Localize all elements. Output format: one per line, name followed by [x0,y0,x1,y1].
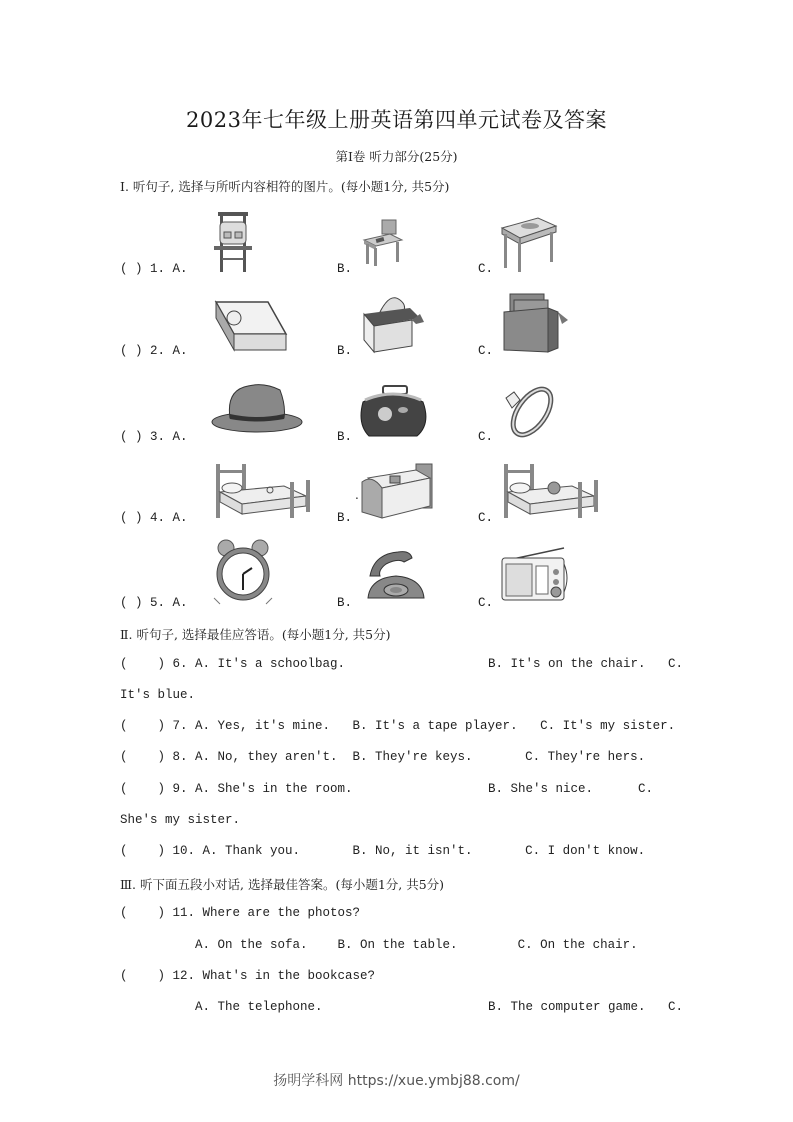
question-2-label: ( ) 2. A. [120,344,188,358]
option-b-label: B. [337,344,353,358]
question-6-option-c: It's blue. [120,688,196,702]
option-b-label: B. [337,511,353,525]
question-8-line: ( ) 8. A. No, they aren't. B. They're keys. C. They're hers. [120,750,646,764]
question-12-options: A. The telephone. [120,1000,323,1014]
question-9-line-right: B. She's nice. C. [488,782,654,796]
telephone-image [362,548,426,600]
question-11-line: ( ) 11. Where are the photos? [120,906,361,920]
purse-image [357,384,429,440]
question-12-line: ( ) 12. What's in the bookcase? [120,969,376,983]
radio-image [500,544,572,604]
question-6-line-right: B. It's on the chair. C. [488,657,684,671]
item-on-table-image [500,212,558,274]
schoolbag-on-chair-image [212,210,254,274]
ring-image [502,380,560,442]
question-4-label: ( ) 4. A. [120,511,188,525]
books-in-box-image [502,292,570,354]
footer-watermark: 扬明学科网 https://xue.ymbj88.com/ [273,1073,520,1089]
question-10-line: ( ) 10. A. Thank you. B. No, it isn't. C. I don't know. [120,844,646,858]
question-7-line: ( ) 7. A. Yes, it's mine. B. It's a tape player. C. It's my sister. [120,719,676,733]
section-3-heading: Ⅲ. 听下面五段小对话, 选择最佳答案。(每小题1分, 共5分) [120,877,445,892]
option-c-label: C. [478,511,494,525]
option-b-label: B. [337,430,353,444]
option-b-label: B. [337,596,353,610]
question-5-label: ( ) 5. A. [120,596,188,610]
phone-on-desk-image [360,218,406,268]
question-1-label: ( ) 1. A. [120,262,188,276]
ball-in-tray-image [214,300,288,352]
book-on-bed-image [360,462,434,520]
option-c-label: C. [478,430,494,444]
hat-image [210,382,304,434]
key-on-bed-image [214,462,312,520]
dot-mark: . [355,488,359,502]
page-title: 2023年七年级上册英语第四单元试卷及答案 [186,108,607,132]
section-2-heading: Ⅱ. 听句子, 选择最佳应答语。(每小题1分, 共5分) [120,627,391,642]
question-9-option-c: She's my sister. [120,813,241,827]
question-11-options: A. On the sofa. B. On the table. C. On the chair. [120,938,638,952]
bananas-in-box-image [360,292,426,354]
option-c-label: C. [478,596,494,610]
part-heading: 第Ⅰ卷 听力部分(25分) [335,149,458,164]
option-c-label: C. [478,262,494,276]
question-9-line: ( ) 9. A. She's in the room. [120,782,353,796]
option-c-label: C. [478,344,494,358]
section-1-heading: Ⅰ. 听句子, 选择与所听内容相符的图片。(每小题1分, 共5分) [120,179,450,194]
question-6-line: ( ) 6. A. It's a schoolbag. [120,657,346,671]
question-12-options-right: B. The computer game. C. [488,1000,684,1014]
alarm-clock-image [210,538,276,608]
basketball-on-bed-image [502,462,600,520]
question-3-label: ( ) 3. A. [120,430,188,444]
option-b-label: B. [337,262,353,276]
